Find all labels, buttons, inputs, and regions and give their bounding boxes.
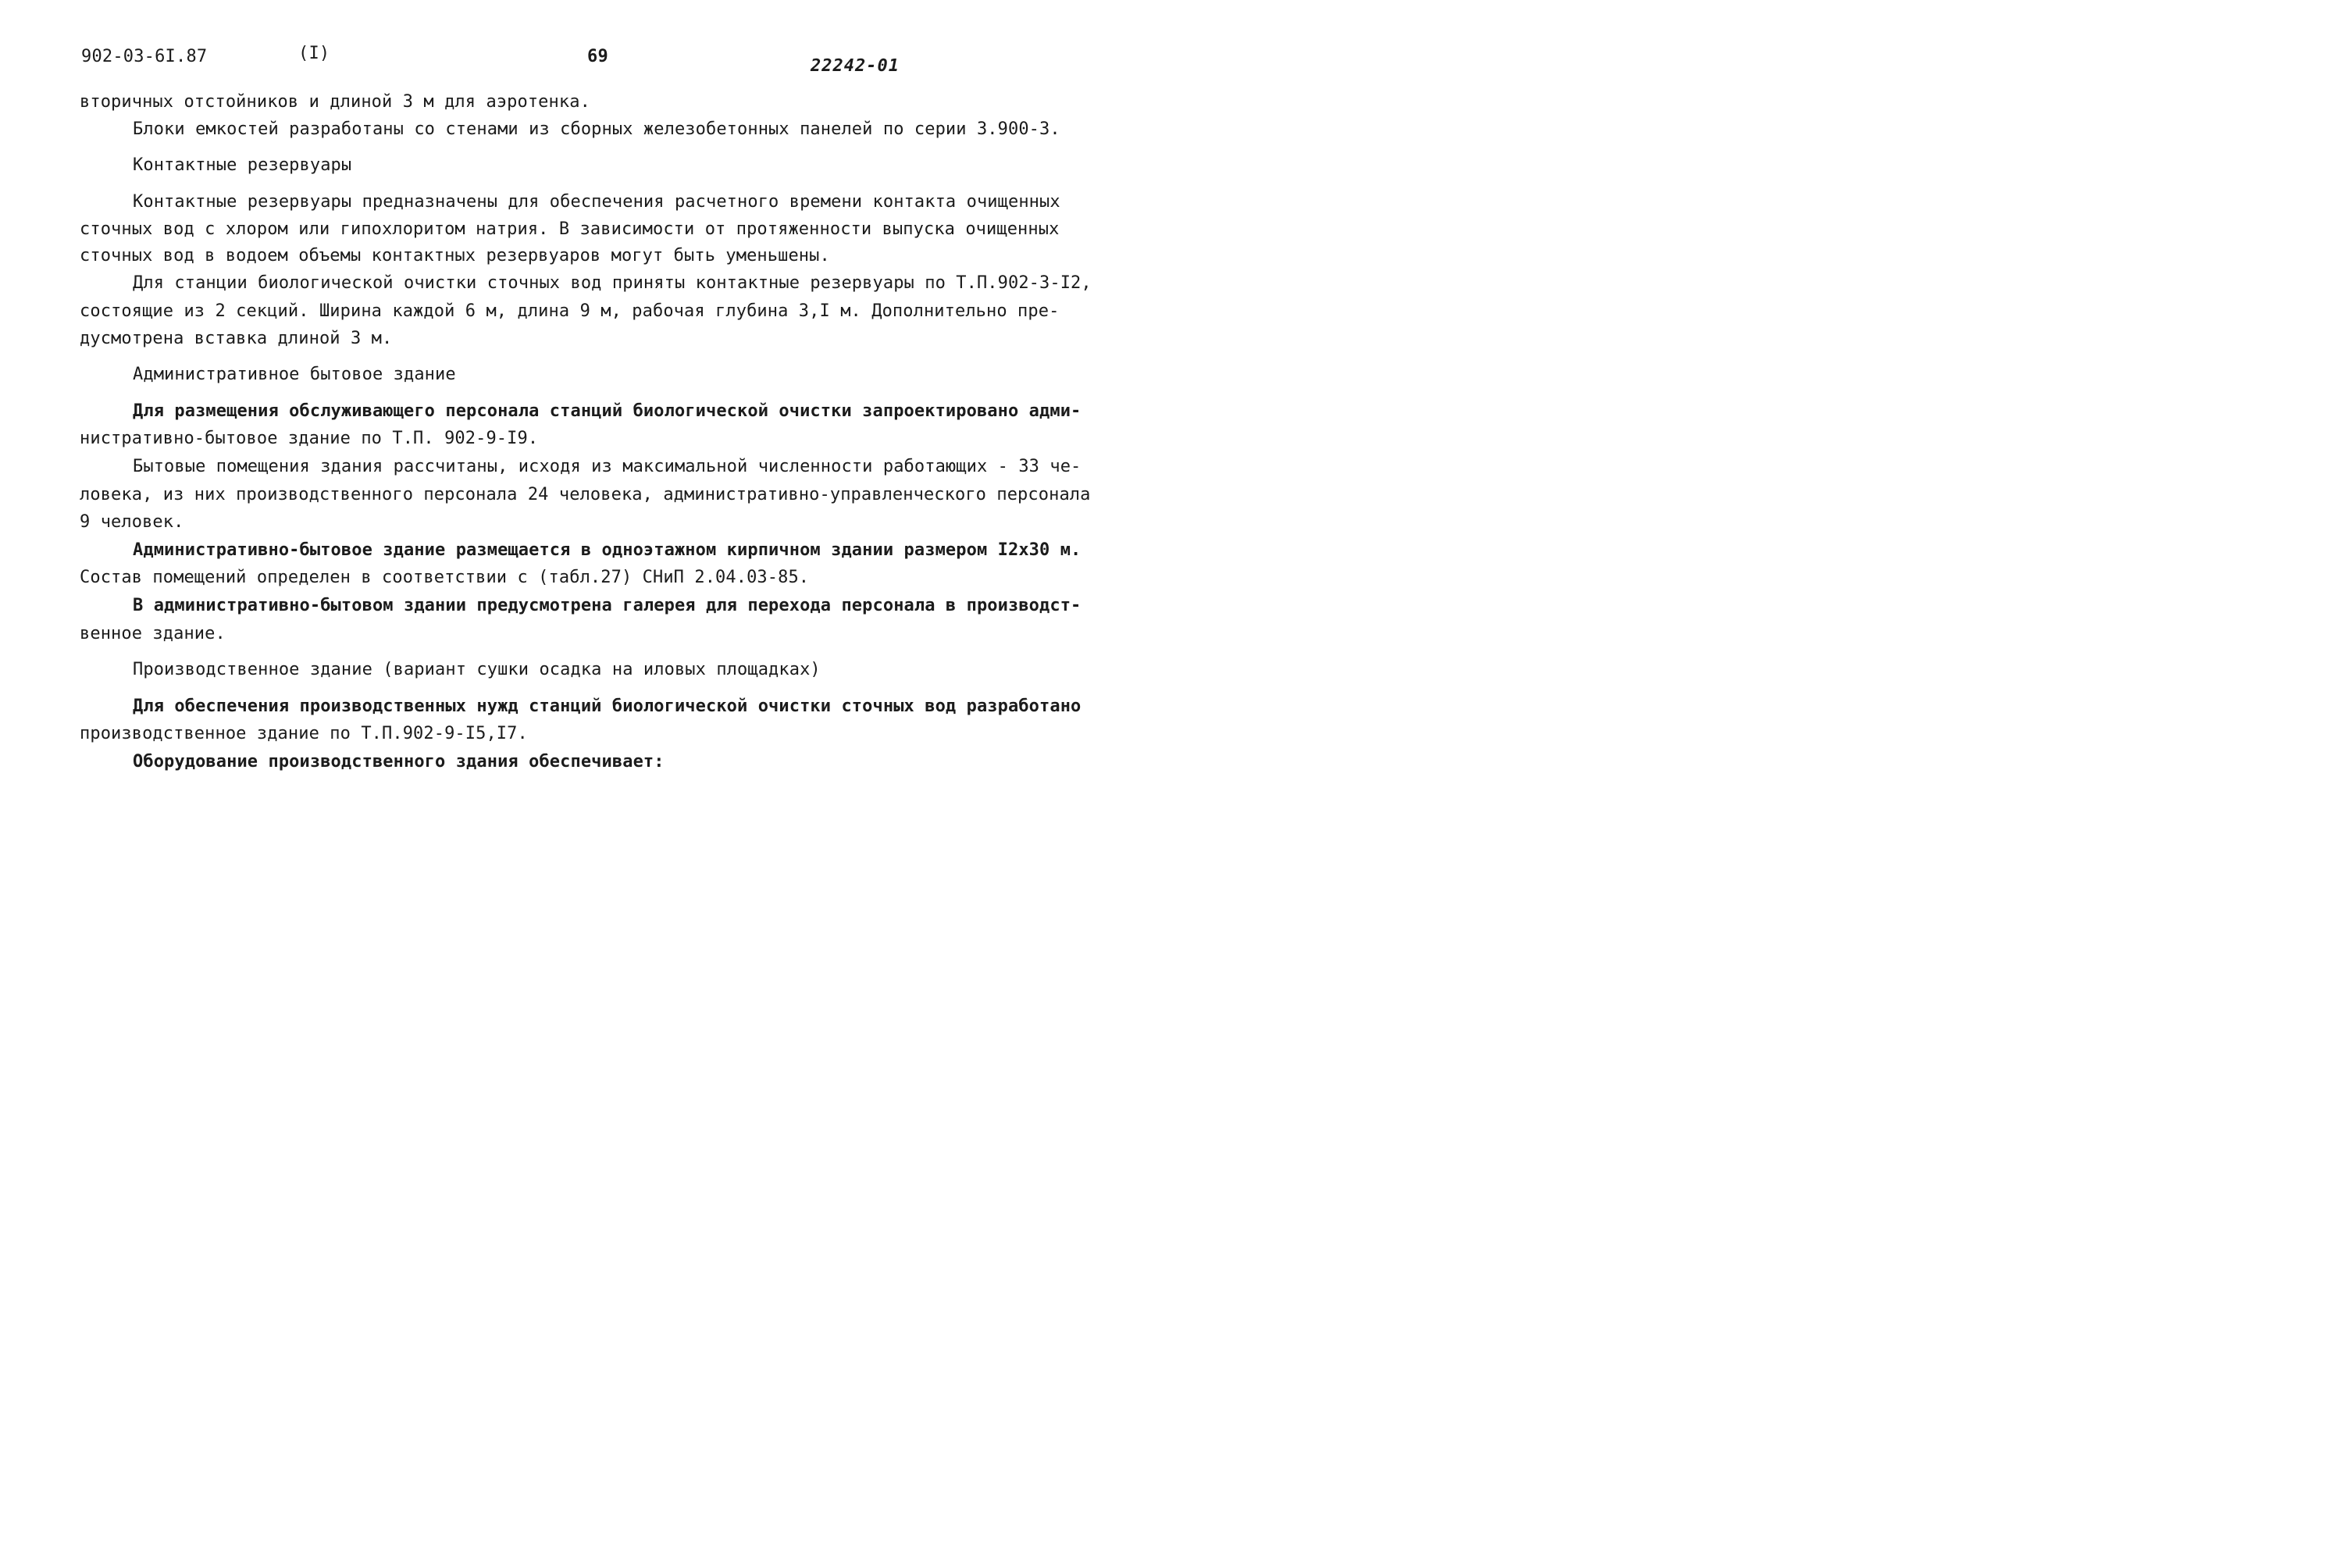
text-line: Контактные резервуары предназначены для обеспечения расчетного времени контакта очищенных: [133, 192, 1060, 212]
text-line: Для станции биологической очистки сточных вод приняты контактные резервуары по Т.П.902-3-I2,: [133, 273, 1092, 293]
section-heading: Производственное здание (вариант сушки осадка на иловых площадках): [133, 660, 821, 679]
text-line: нистративно-бытовое здание по Т.П. 902-9-I9.: [80, 429, 539, 448]
text-line: сточных вод в водоем объемы контактных резервуаров могут быть уменьшены.: [80, 246, 830, 265]
text-line: сточных вод с хлором или гипохлоритом натрия. В зависимости от протяженности выпуска очищенных: [80, 219, 1060, 239]
text-line: Блоки емкостей разработаны со стенами из сборных железобетонных панелей по серии 3.900-3.: [133, 119, 1060, 139]
text-line: Оборудование производственного здания обеспечивает:: [133, 752, 665, 772]
text-line: вторичных отстойников и длиной 3 м для аэротенка.: [80, 92, 590, 112]
page-number: 69: [587, 47, 608, 66]
text-line: Состав помещений определен в соответствии с (табл.27) СНиП 2.04.03-85.: [80, 568, 810, 587]
text-line: Для размещения обслуживающего персонала станций биологической очистки запроектировано адми-: [133, 401, 1082, 421]
section-heading: Контактные резервуары: [133, 155, 352, 175]
text-line: Для обеспечения производственных нужд станций биологической очистки сточных вод разработано: [133, 697, 1082, 716]
text-line: Бытовые помещения здания рассчитаны, исходя из максимальной численности работающих - 33 че-: [133, 457, 1082, 476]
text-line: дусмотрена вставка длиной 3 м.: [80, 329, 393, 348]
section-heading: Административное бытовое здание: [133, 365, 456, 384]
document-code: 902-03-6I.87: [81, 47, 208, 66]
text-line: Административно-бытовое здание размещается в одноэтажном кирпичном здании размером I2x30 м.: [133, 540, 1082, 560]
document-page: [0, 0, 1212, 807]
text-line: состоящие из 2 секций. Ширина каждой 6 м, длина 9 м, рабочая глубина 3,I м. Дополнительно пре-: [80, 301, 1060, 321]
text-line: 9 человек.: [80, 512, 184, 532]
text-line: венное здание.: [80, 624, 226, 643]
text-line: производственное здание по Т.П.902-9-I5,I7.: [80, 724, 528, 743]
inventory-number: 22242-01: [811, 56, 900, 76]
text-line: ловека, из них производственного персонала 24 человека, административно-управленческого персонала: [80, 485, 1091, 504]
volume-number: (I): [298, 44, 330, 63]
text-line: В административно-бытовом здании предусмотрена галерея для перехода персонала в производст-: [133, 596, 1082, 615]
